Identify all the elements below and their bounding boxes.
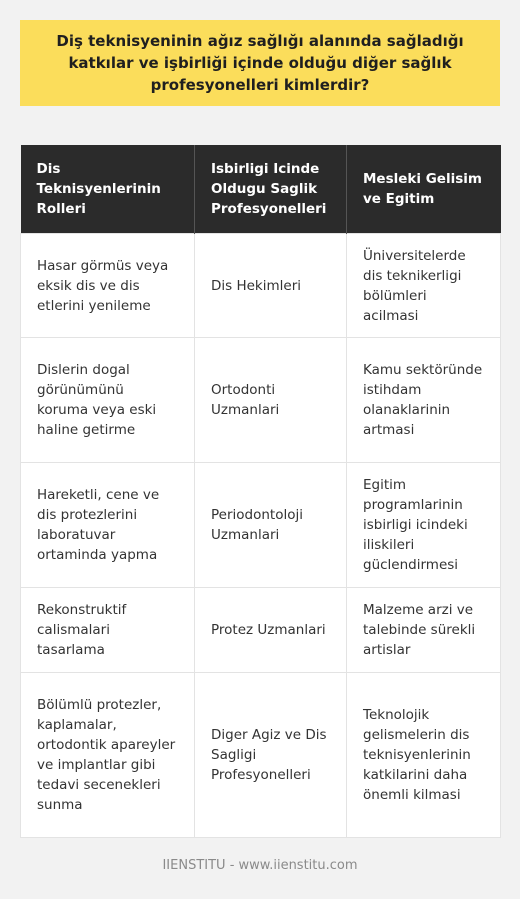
header-development: Mesleki Gelisim ve Egitim — [347, 145, 501, 234]
table-header-row — [21, 145, 501, 234]
table-row — [21, 588, 501, 673]
table-cell: Ortodonti Uzmanlari — [195, 338, 347, 463]
header-roles: Dis Teknisyenlerinin Rolleri — [21, 145, 195, 234]
table-cell: Hareketli, cene ve dis protezlerini laboratuvar ortaminda yapma — [21, 463, 195, 588]
table-cell: Protez Uzmanlari — [195, 588, 347, 673]
table-cell: Egitim programlarinin isbirligi icindeki iliskileri güclendirmesi — [347, 463, 501, 588]
table-cell: Periodontoloji Uzmanlari — [195, 463, 347, 588]
title-banner — [20, 20, 500, 106]
page-title: Diş teknisyeninin ağız sağlığı alanında sağladığı katkılar ve işbirliği içinde olduğu diğer sağlık profesyonelleri kimlerdir? — [56, 32, 464, 94]
header-collaborators: Isbirligi Icinde Oldugu Saglik Profesyonelleri — [195, 145, 347, 234]
table-cell: Dislerin dogal görünümünü koruma veya eski haline getirme — [21, 338, 195, 463]
table-row — [21, 463, 501, 588]
table-cell: Dis Hekimleri — [195, 234, 347, 338]
table-cell: Hasar görmüs veya eksik dis ve dis etlerini yenileme — [21, 234, 195, 338]
info-table — [20, 145, 501, 838]
table-row — [21, 673, 501, 838]
table-cell: Bölümlü protezler, kaplamalar, ortodontik apareyler ve implantlar gibi tedavi secenekleri sunma — [21, 673, 195, 838]
table-row — [21, 338, 501, 463]
table-cell: Kamu sektöründe istihdam olanaklarinin artmasi — [347, 338, 501, 463]
table-cell: Üniversitelerde dis teknikerligi bölümleri acilmasi — [347, 234, 501, 338]
table-cell: Diger Agiz ve Dis Sagligi Profesyonelleri — [195, 673, 347, 838]
table-cell: Malzeme arzi ve talebinde sürekli artislar — [347, 588, 501, 673]
table-row — [21, 234, 501, 338]
footer-credit: IIENSTITU - www.iienstitu.com — [162, 858, 358, 873]
table-cell: Rekonstruktif calismalari tasarlama — [21, 588, 195, 673]
table-cell: Teknolojik gelismelerin dis teknisyenlerinin katkilarini daha önemli kilmasi — [347, 673, 501, 838]
